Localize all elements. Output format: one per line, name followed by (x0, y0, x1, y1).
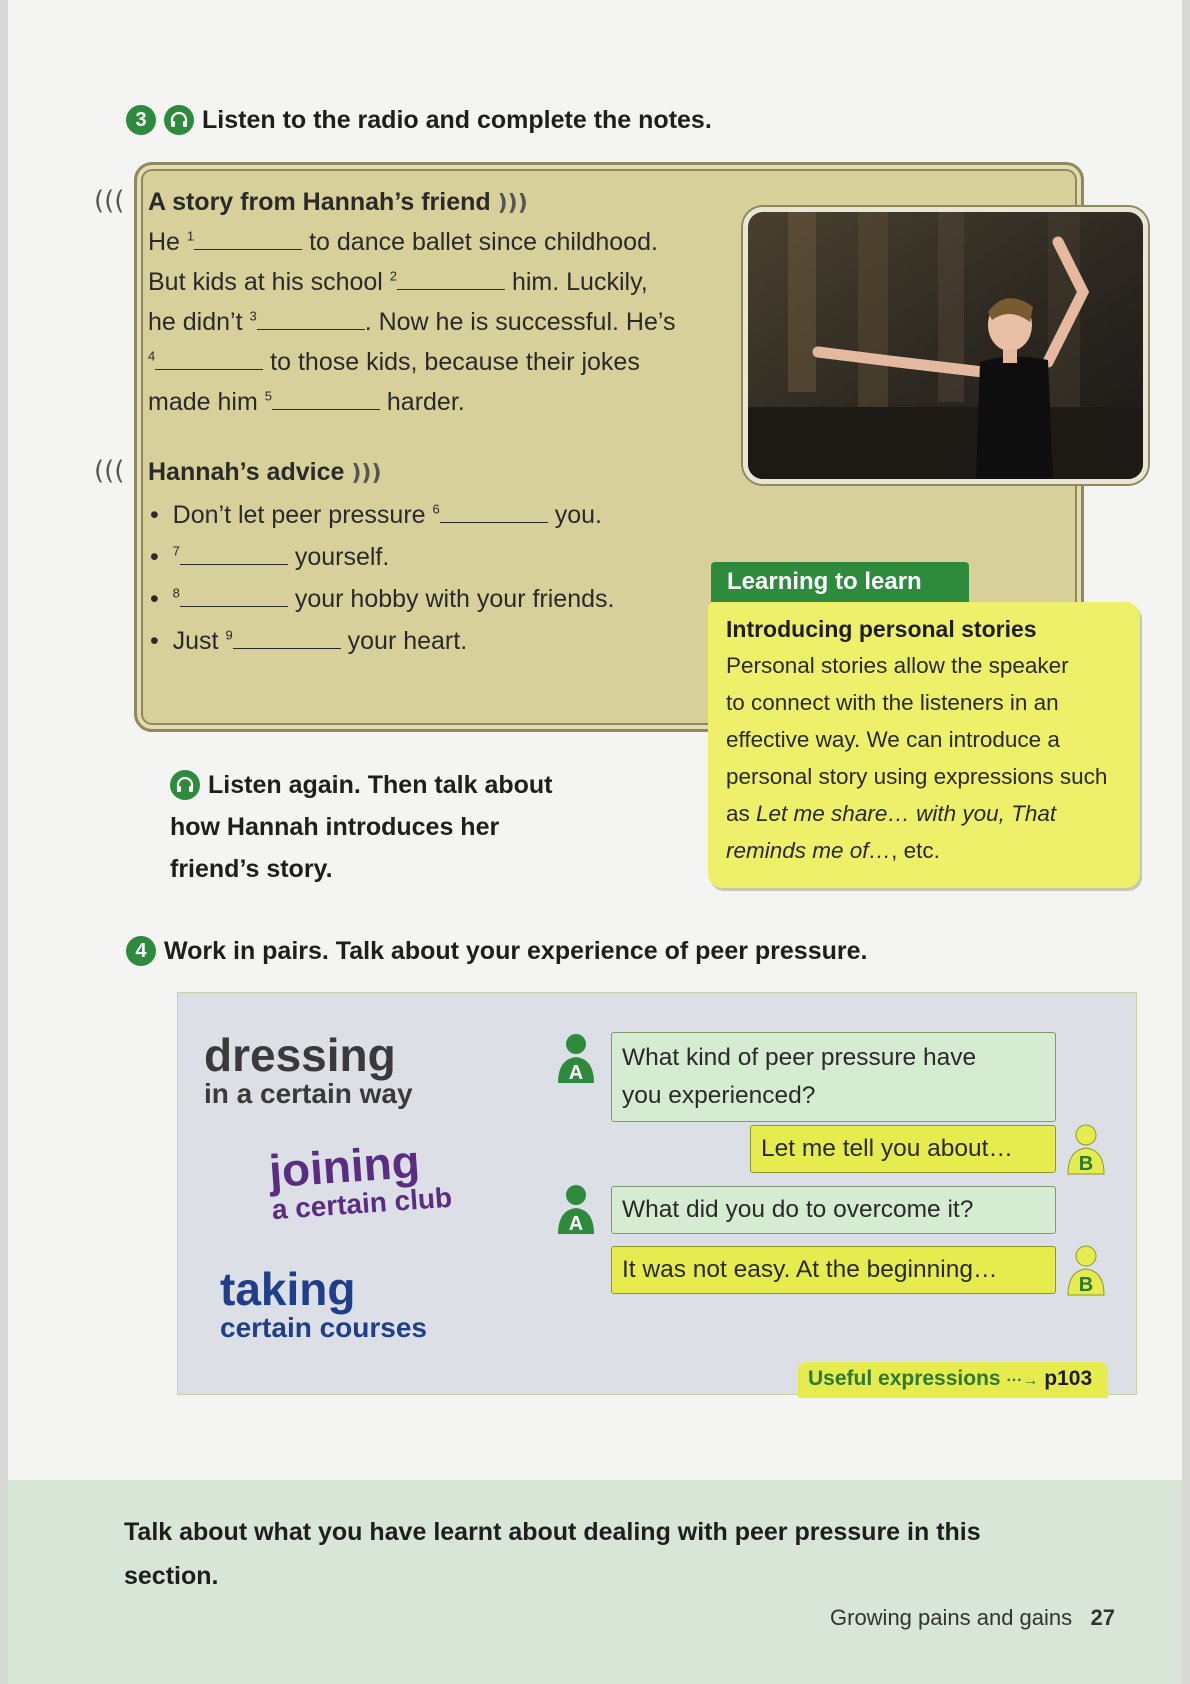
headphones-icon (170, 770, 200, 800)
story-line: But kids at his school $^2$ him. Luckily, (148, 262, 675, 302)
speaker-b-icon (1066, 1124, 1106, 1176)
page-footer: Growing pains and gains 27 (830, 1605, 1115, 1630)
textbook-page (8, 0, 1182, 1684)
topic-taking: taking certain courses (220, 1263, 427, 1343)
sound-wave-icon: ((( (94, 186, 125, 216)
ltl-title: Introducing personal stories (726, 616, 1037, 642)
speaker-a-icon (556, 1033, 596, 1085)
answer-blank[interactable] (180, 581, 288, 607)
sound-wave-icon: ))) (351, 461, 382, 486)
topic-dressing: dressing in a certain way (204, 1029, 413, 1109)
story-line: $^4$ to those kids, because their jokes (148, 342, 675, 382)
story-notes (148, 222, 675, 422)
svg-text:B: B (1078, 1153, 1094, 1175)
answer-blank[interactable] (194, 224, 302, 250)
exercise-4-heading (126, 936, 867, 966)
dialogue-bubble-a: What kind of peer pressure have you experienced? (611, 1032, 1056, 1122)
answer-blank[interactable] (233, 623, 341, 649)
svg-text:A: A (568, 1213, 584, 1235)
story-line: made him $^5$ harder. (148, 382, 675, 422)
exercise-number-badge: 4 (126, 936, 156, 966)
svg-text:A: A (568, 1062, 584, 1084)
ballet-dancer-photo (743, 207, 1148, 484)
dialogue-bubble-b: It was not easy. At the beginning… (611, 1246, 1056, 1294)
list-item: • Don’t let peer pressure $^6$ you. (150, 494, 614, 536)
dialogue-bubble-a: What did you do to overcome it? (611, 1186, 1056, 1234)
arrow-icon: ···→ (1006, 1372, 1039, 1389)
useful-expressions-link[interactable]: Useful expressions ···→ p103 (798, 1362, 1108, 1398)
answer-blank[interactable] (440, 497, 548, 523)
list-item: • Just $^9$ your heart. (150, 620, 614, 662)
advice-list (150, 494, 614, 662)
story-title: A story from Hannah’s friend ))) (148, 188, 528, 216)
list-item: • $^8$ your hobby with your friends. (150, 578, 614, 620)
sound-wave-icon: ((( (94, 456, 125, 486)
svg-text:B: B (1078, 1274, 1094, 1296)
ltl-text: Personal stories allow the speaker to connect with the listeners in an effective way. We can introduce a personal story using expressions such as Let me share… with you, That reminds me of…, etc. (726, 653, 1108, 863)
story-line: he didn’t $^3$ . Now he is successful. He’s (148, 302, 675, 342)
reflection-bar (8, 1480, 1182, 1684)
speaker-b-icon (1066, 1245, 1106, 1297)
answer-blank[interactable] (180, 539, 288, 565)
headphones-icon (164, 105, 194, 135)
story-line: He $^1$ to dance ballet since childhood. (148, 222, 675, 262)
advice-title: Hannah’s advice ))) (148, 458, 382, 486)
sound-wave-icon: ))) (497, 191, 528, 216)
answer-blank[interactable] (397, 264, 505, 290)
answer-blank[interactable] (257, 304, 365, 330)
answer-blank[interactable] (155, 344, 263, 370)
list-item: • $^7$ yourself. (150, 536, 614, 578)
learning-to-learn-box (708, 602, 1140, 888)
learning-to-learn-tab: Learning to learn (711, 562, 969, 602)
reflection-text: Talk about what you have learnt about dealing with peer pressure in this section. (124, 1518, 981, 1590)
exercise-instruction: Work in pairs. Talk about your experience of peer pressure. (164, 936, 868, 965)
listen-again-instruction: Listen again. Then talk about how Hannah introduces her friend’s story. (170, 771, 553, 883)
exercise-3-heading (126, 105, 712, 135)
speaker-a-icon (556, 1184, 596, 1236)
answer-blank[interactable] (272, 384, 380, 410)
topic-joining: joining a certain club (267, 1134, 454, 1226)
exercise-instruction: Listen to the radio and complete the notes. (202, 105, 712, 134)
dialogue-bubble-b: Let me tell you about… (750, 1125, 1056, 1173)
exercise-number-badge: 3 (126, 105, 156, 135)
